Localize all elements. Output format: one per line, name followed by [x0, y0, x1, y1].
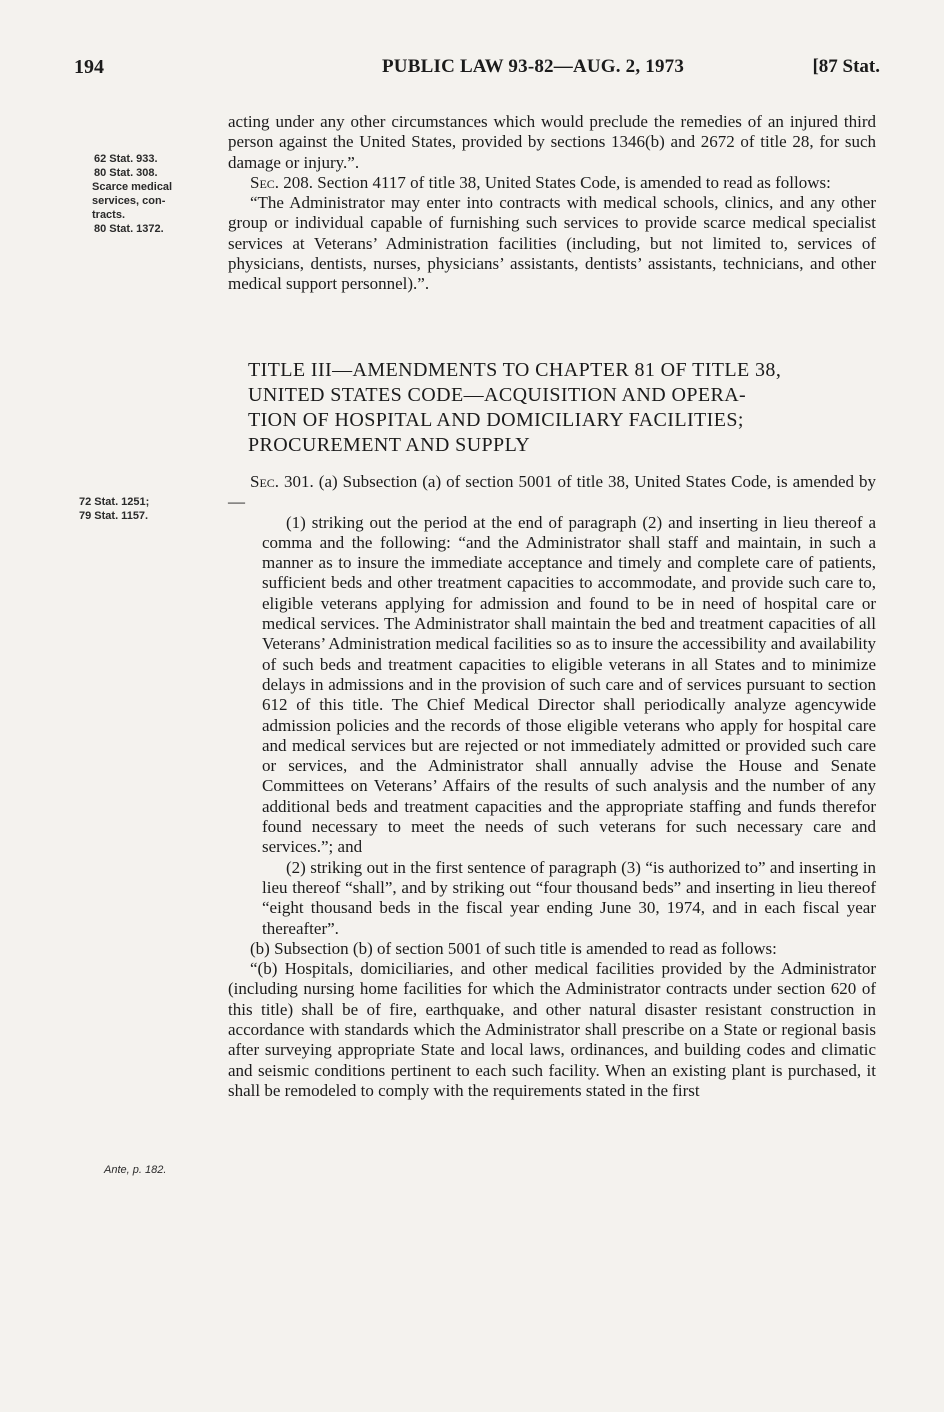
title-line: TITLE III—AMENDMENTS TO CHAPTER 81 OF TITLE 38, — [248, 359, 782, 381]
title-heading — [248, 358, 878, 458]
margin-note: Ante, p. 182. — [104, 1164, 167, 1176]
paragraph-sec-301 — [228, 472, 876, 513]
running-title: PUBLIC LAW 93-82—AUG. 2, 1973 — [382, 56, 685, 77]
paragraph: acting under any other circumstances which would preclude the remedies of an injured third person against the United States, provided by sections 1346(b) and 2672 of title 28, for such damage or injury.”. — [228, 112, 876, 172]
page-header — [0, 56, 944, 86]
paragraph-sec-208 — [228, 173, 876, 193]
margin-note: 62 Stat. 933. — [94, 153, 158, 165]
margin-note: Scarce medical — [92, 181, 173, 193]
margin-note: services, con- — [92, 195, 166, 207]
margin-note: 72 Stat. 1251; — [79, 496, 150, 508]
statute-reference: [87 Stat. — [812, 56, 880, 77]
body-text-bottom — [228, 472, 876, 1101]
margin-note: 79 Stat. 1157. — [79, 510, 149, 522]
section-label: Sec. — [250, 172, 280, 192]
body-text-top — [228, 112, 876, 295]
paragraph: “The Administrator may enter into contracts with medical schools, clinics, and any other group or individual capable of furnishing such services to provide scarce medical specialist services at Veterans’ Administration facilities (including, but not limited to, services of physicians, dentists, nurses, physicians’ assistants, dentists’ assistants, technicians, and other medical support personnel).”. — [228, 193, 876, 294]
list-item: (2) striking out in the first sentence of paragraph (3) “is authorized to” and inserting in lieu thereof “shall”, and by striking out “four thousand beds” and inserting in lieu thereof “eight thousand beds in the fiscal year ending June 30, 1974, and in each fiscal year thereafter”. — [262, 857, 876, 938]
list-item: (1) striking out the period at the end of paragraph (2) and inserting in lieu thereof a comma and the following: “and the Administrator shall staff and maintain, in such a manner as to insure the immediate acceptance and timely and complete care of patients, sufficient beds and other treatment capacities to accommodate, and provide such care to, eligible veterans applying for admission and found to be in need of hospital care or medical services. The Administrator shall maintain the bed and treatment capacities of all Veterans’ Administration medical facilities so as to insure the accessibility and availability of such beds and treatment capacities to eligible veterans in all States and to minimize delays in admissions and in the provision of such care and of services pursuant to section 612 of this title. The Chief Medical Director shall periodically analyze agencywide admission policies and the records of those eligible veterans who apply for hospital care and medical services but are rejected or not immediately admitted or provided such care or services, and the Administrator shall annually advise the House and Senate Committees on Veterans’ Affairs of the results of such analysis and the number of any additional beds and treatment capacities and the appropriate staffing and funds therefor found necessary to meet the needs of such veterans for such necessary care and services.”; and — [262, 512, 876, 857]
margin-note: 80 Stat. 1372. — [94, 223, 164, 235]
title-line: TION OF HOSPITAL AND DOMICILIARY FACILITIES; — [248, 409, 744, 431]
margin-note: tracts. — [92, 209, 126, 221]
section-text: 301. (a) Subsection (a) of section 5001 of title 38, United States Code, is amended by— — [228, 472, 876, 512]
page-number: 194 — [74, 56, 104, 78]
margin-note: 80 Stat. 308. — [94, 167, 158, 179]
paragraph: (b) Subsection (b) of section 5001 of such title is amended to read as follows: — [250, 938, 777, 958]
section-text: 208. Section 4117 of title 38, United States Code, is amended to read as follows: — [279, 172, 831, 192]
title-line: UNITED STATES CODE—ACQUISITION AND OPERA- — [248, 384, 747, 406]
title-line: PROCUREMENT AND SUPPLY — [248, 434, 531, 456]
paragraph: “(b) Hospitals, domiciliaries, and other medical facilities provided by the Administrator (including nursing home facilities for which the Administrator contracts under section 620 of this title) shall be of fire, earthquake, and other natural disaster resistant construction in accordance with standards which the Administrator shall prescribe on a State or regional basis after surveying appropriate State and local laws, ordinances, and building codes and climatic and seismic conditions pertinent to each such facility. When an existing plant is purchased, it shall be remodeled to comply with the requirements stated in the first — [228, 959, 876, 1100]
section-label: Sec. — [250, 472, 280, 491]
